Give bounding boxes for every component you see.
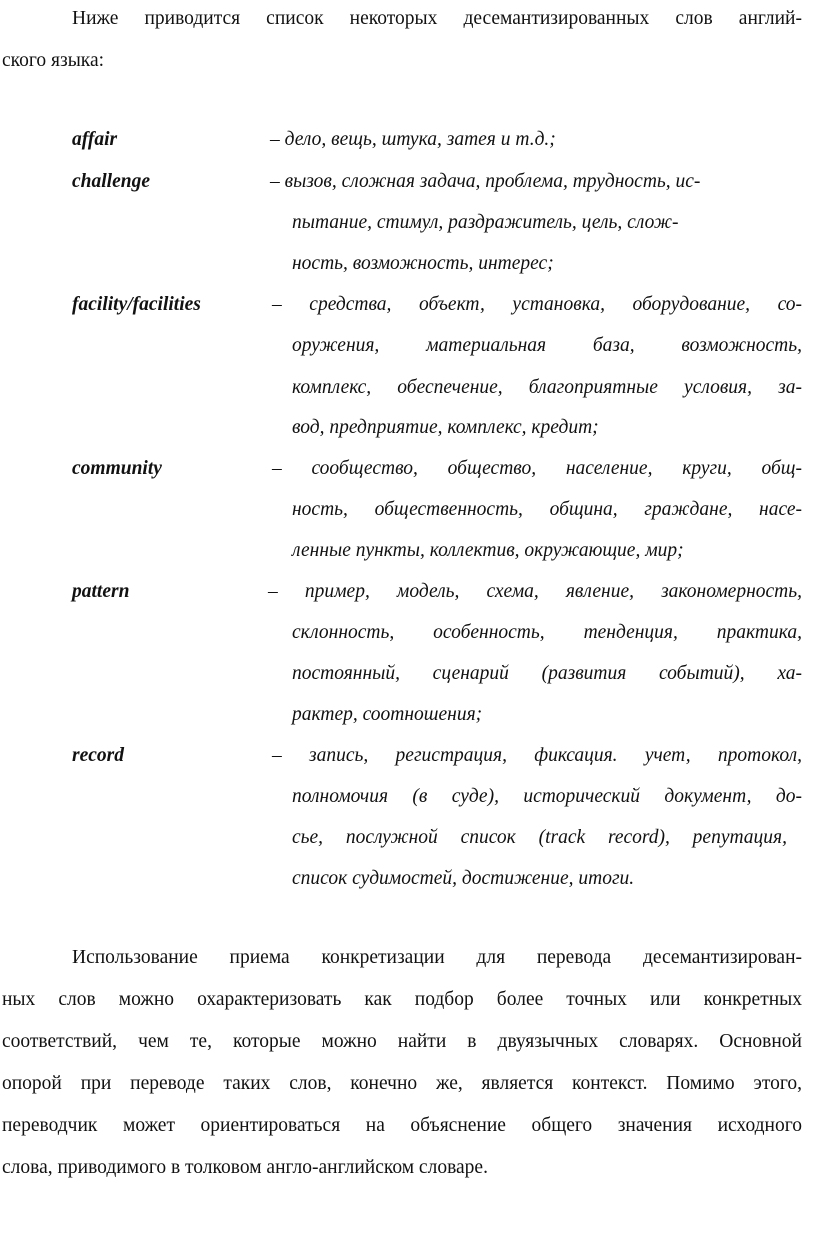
definition-record-line-2: полномочия (в суде), исторический документ, до- (292, 786, 802, 807)
term-pattern: pattern (72, 581, 130, 602)
paragraph-line-3: соответствий, чем те, которые можно найти в двуязычных словарях. Основной (2, 1031, 802, 1052)
definition-record-line-1: – запись, регистрация, фиксация. учет, протокол, (272, 745, 802, 766)
definition-facility-line-3: комплекс, обеспечение, благоприятные условия, за- (292, 377, 802, 398)
definition-pattern-line-4: рактер, соотношения; (292, 704, 483, 725)
definition-facility-line-2: оружения, материальная база, возможность, (292, 335, 802, 356)
term-facility: facility/facilities (72, 294, 201, 315)
definition-community-line-2: ность, общественность, община, граждане, насе- (292, 499, 802, 520)
definition-pattern-line-3: постоянный, сценарий (развития событий), ха- (292, 663, 802, 684)
definition-record-line-4: список судимостей, достижение, итоги. (292, 868, 635, 889)
term-affair: affair (72, 129, 118, 150)
definition-pattern-line-1: – пример, модель, схема, явление, закономерность, (268, 581, 802, 602)
definition-community-line-1: – сообщество, общество, население, круги, общ- (272, 458, 802, 479)
definition-facility-line-1: – средства, объект, установка, оборудование, со- (272, 294, 802, 315)
term-community: community (72, 458, 162, 479)
paragraph-line-5: переводчик может ориентироваться на объяснение общего значения исходного (2, 1115, 802, 1136)
term-challenge: challenge (72, 171, 150, 192)
paragraph-line-1: Использование приема конкретизации для перевода десемантизирован- (72, 947, 802, 968)
definition-challenge-line-1: – вызов, сложная задача, проблема, трудность, ис- (270, 171, 701, 192)
paragraph-line-6: слова, приводимого в толковом англо-английском словаре. (2, 1157, 488, 1178)
paragraph-line-2: ных слов можно охарактеризовать как подбор более точных или конкретных (2, 989, 802, 1010)
definition-challenge-line-2: пытание, стимул, раздражитель, цель, слож- (292, 212, 679, 233)
definition-affair-line-1: – дело, вещь, штука, затея и т.д.; (270, 129, 556, 150)
intro-line-2: ского языка: (2, 50, 105, 71)
paragraph-line-4: опорой при переводе таких слов, конечно же, является контекст. Помимо этого, (2, 1073, 802, 1094)
definition-community-line-3: ленные пункты, коллектив, окружающие, мир; (292, 540, 684, 561)
definition-facility-line-4: вод, предприятие, комплекс, кредит; (292, 417, 599, 438)
term-record: record (72, 745, 124, 766)
definition-record-line-3: сье, послужной список (track record), репутация, (292, 827, 787, 848)
definition-pattern-line-2: склонность, особенность, тенденция, практика, (292, 622, 802, 643)
definition-challenge-line-3: ность, возможность, интерес; (292, 253, 554, 274)
intro-line-1: Ниже приводится список некоторых десемантизированных слов англий- (72, 8, 802, 29)
